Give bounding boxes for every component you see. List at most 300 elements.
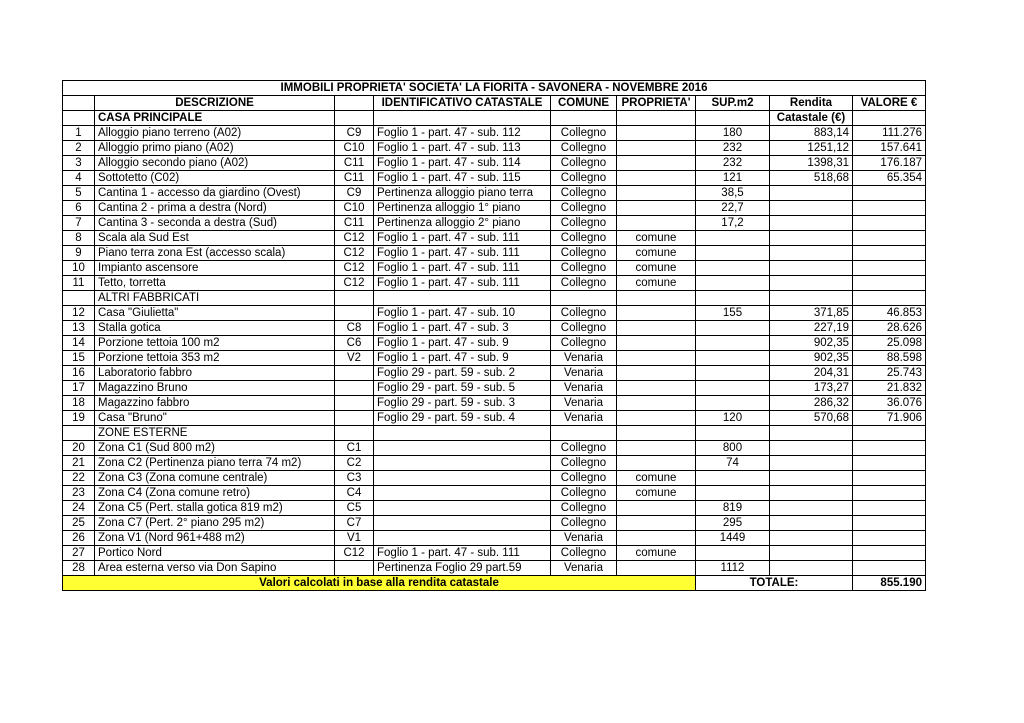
row-comune: Collegno [551, 231, 617, 246]
row-valore [853, 246, 926, 261]
row-sup [696, 381, 770, 396]
header-rendita-sub: Catastale (€) [770, 111, 853, 126]
title-row [63, 81, 926, 96]
row-categoria [335, 411, 374, 426]
row-sup: 180 [696, 126, 770, 141]
row-rendita: 883,14 [770, 126, 853, 141]
row-proprieta [617, 126, 696, 141]
row-sup: 800 [696, 441, 770, 456]
row-comune: Collegno [551, 186, 617, 201]
row-description: Scala ala Sud Est [95, 231, 335, 246]
row-categoria: C10 [335, 141, 374, 156]
row-sup: 819 [696, 501, 770, 516]
row-number: 16 [63, 366, 95, 381]
row-description: Tetto, torretta [95, 276, 335, 291]
row-categoria: C3 [335, 471, 374, 486]
row-identificativo: Foglio 1 - part. 47 - sub. 9 [374, 351, 551, 366]
row-sup: 120 [696, 411, 770, 426]
table-row [63, 381, 926, 396]
row-proprieta [617, 156, 696, 171]
row-comune: Venaria [551, 366, 617, 381]
row-proprieta [617, 426, 696, 441]
row-description: Magazzino fabbro [95, 396, 335, 411]
row-proprieta [617, 366, 696, 381]
row-valore: 46.853 [853, 306, 926, 321]
row-sup [696, 486, 770, 501]
row-sup: 295 [696, 516, 770, 531]
row-proprieta [617, 321, 696, 336]
row-comune: Collegno [551, 546, 617, 561]
header-number [63, 96, 95, 111]
row-number [63, 291, 95, 306]
row-valore [853, 456, 926, 471]
row-valore: 157.641 [853, 141, 926, 156]
row-identificativo: Pertinenza alloggio 1° piano [374, 201, 551, 216]
row-description: Piano terra zona Est (accesso scala) [95, 246, 335, 261]
row-number: 3 [63, 156, 95, 171]
row-sup: 1449 [696, 531, 770, 546]
row-proprieta: comune [617, 246, 696, 261]
row-categoria: C2 [335, 456, 374, 471]
row-valore [853, 531, 926, 546]
table-row [63, 366, 926, 381]
row-comune: Collegno [551, 156, 617, 171]
row-comune: Collegno [551, 126, 617, 141]
header-rendita: Rendita [770, 96, 853, 111]
table-row [63, 486, 926, 501]
row-comune: Collegno [551, 201, 617, 216]
row-rendita: 204,31 [770, 366, 853, 381]
row-sup: 232 [696, 141, 770, 156]
row-number: 21 [63, 456, 95, 471]
row-identificativo: Foglio 1 - part. 47 - sub. 114 [374, 156, 551, 171]
row-sup [696, 276, 770, 291]
row-number: 17 [63, 381, 95, 396]
row-sup [696, 111, 770, 126]
row-categoria [335, 306, 374, 321]
header-descrizione: DESCRIZIONE [95, 96, 335, 111]
row-comune: Venaria [551, 411, 617, 426]
row-description: Stalla gotica [95, 321, 335, 336]
row-rendita: 371,85 [770, 306, 853, 321]
row-rendita [770, 231, 853, 246]
row-valore [853, 231, 926, 246]
row-description: Cantina 1 - accesso da giardino (Ovest) [95, 186, 335, 201]
table-row [63, 546, 926, 561]
table-row [63, 216, 926, 231]
row-valore: 71.906 [853, 411, 926, 426]
row-description: Alloggio primo piano (A02) [95, 141, 335, 156]
row-valore [853, 501, 926, 516]
row-identificativo [374, 426, 551, 441]
row-description: CASA PRINCIPALE [95, 111, 335, 126]
row-proprieta [617, 186, 696, 201]
table-row [63, 516, 926, 531]
row-number: 24 [63, 501, 95, 516]
row-identificativo [374, 291, 551, 306]
row-rendita [770, 561, 853, 576]
row-number: 2 [63, 141, 95, 156]
row-comune [551, 291, 617, 306]
row-number [63, 426, 95, 441]
row-rendita [770, 246, 853, 261]
row-proprieta: comune [617, 471, 696, 486]
row-identificativo: Pertinenza alloggio 2° piano [374, 216, 551, 231]
row-rendita [770, 456, 853, 471]
row-comune: Collegno [551, 471, 617, 486]
row-proprieta [617, 306, 696, 321]
table-row [63, 306, 926, 321]
row-number: 18 [63, 396, 95, 411]
row-sup [696, 366, 770, 381]
row-rendita [770, 291, 853, 306]
row-sup: 38,5 [696, 186, 770, 201]
total-value: 855.190 [853, 576, 926, 591]
row-comune: Collegno [551, 516, 617, 531]
row-proprieta [617, 411, 696, 426]
row-categoria: C9 [335, 126, 374, 141]
row-description: Casa "Bruno" [95, 411, 335, 426]
row-number: 13 [63, 321, 95, 336]
table-row [63, 231, 926, 246]
property-table [62, 80, 926, 591]
row-identificativo: Foglio 1 - part. 47 - sub. 10 [374, 306, 551, 321]
row-sup [696, 471, 770, 486]
table-row [63, 321, 926, 336]
row-rendita: 1251,12 [770, 141, 853, 156]
row-sup [696, 261, 770, 276]
row-proprieta [617, 516, 696, 531]
row-comune: Collegno [551, 441, 617, 456]
row-categoria: C9 [335, 186, 374, 201]
row-comune [551, 426, 617, 441]
row-identificativo [374, 516, 551, 531]
row-proprieta [617, 291, 696, 306]
header-comune: COMUNE [551, 96, 617, 111]
row-number: 27 [63, 546, 95, 561]
row-valore [853, 441, 926, 456]
row-categoria: C11 [335, 216, 374, 231]
row-rendita: 286,32 [770, 396, 853, 411]
row-valore: 21.832 [853, 381, 926, 396]
row-proprieta: comune [617, 546, 696, 561]
row-identificativo: Foglio 1 - part. 47 - sub. 111 [374, 546, 551, 561]
row-number: 22 [63, 471, 95, 486]
row-sup [696, 291, 770, 306]
row-comune: Collegno [551, 216, 617, 231]
row-sup [696, 321, 770, 336]
row-sup: 1112 [696, 561, 770, 576]
row-proprieta [617, 201, 696, 216]
footer-row [63, 576, 926, 591]
row-sup [696, 246, 770, 261]
row-comune: Collegno [551, 321, 617, 336]
table-row [63, 276, 926, 291]
table-row [63, 396, 926, 411]
row-proprieta: comune [617, 261, 696, 276]
row-number: 19 [63, 411, 95, 426]
row-proprieta [617, 501, 696, 516]
row-comune: Collegno [551, 501, 617, 516]
row-categoria: C7 [335, 516, 374, 531]
header-row [63, 96, 926, 111]
row-identificativo: Foglio 1 - part. 47 - sub. 111 [374, 261, 551, 276]
row-number: 23 [63, 486, 95, 501]
table-title: IMMOBILI PROPRIETA' SOCIETA' LA FIORITA - SAVONERA - NOVEMBRE 2016 [63, 81, 926, 96]
row-description: ZONE ESTERNE [95, 426, 335, 441]
row-rendita [770, 546, 853, 561]
row-sup: 155 [696, 306, 770, 321]
header-proprieta: PROPRIETA' [617, 96, 696, 111]
row-categoria [335, 561, 374, 576]
row-categoria [335, 426, 374, 441]
row-description: Sottotetto (C02) [95, 171, 335, 186]
row-sup [696, 351, 770, 366]
row-categoria [335, 111, 374, 126]
row-valore [853, 261, 926, 276]
row-description: Zona C7 (Pert. 2° piano 295 m2) [95, 516, 335, 531]
row-number: 8 [63, 231, 95, 246]
row-valore [853, 186, 926, 201]
row-identificativo: Foglio 1 - part. 47 - sub. 112 [374, 126, 551, 141]
row-valore [853, 111, 926, 126]
table-row [63, 411, 926, 426]
row-sup: 232 [696, 156, 770, 171]
row-rendita: 902,35 [770, 351, 853, 366]
row-valore [853, 486, 926, 501]
section-row [63, 291, 926, 306]
row-proprieta [617, 531, 696, 546]
row-description: Zona C3 (Zona comune centrale) [95, 471, 335, 486]
row-number: 28 [63, 561, 95, 576]
row-number: 20 [63, 441, 95, 456]
row-number: 5 [63, 186, 95, 201]
row-valore: 36.076 [853, 396, 926, 411]
row-valore [853, 471, 926, 486]
row-comune: Collegno [551, 306, 617, 321]
row-categoria [335, 366, 374, 381]
header-categoria [335, 96, 374, 111]
row-rendita [770, 276, 853, 291]
row-sup: 74 [696, 456, 770, 471]
table-row [63, 141, 926, 156]
row-categoria [335, 291, 374, 306]
header-identificativo: IDENTIFICATIVO CATASTALE [374, 96, 551, 111]
table-row [63, 246, 926, 261]
row-categoria: C12 [335, 546, 374, 561]
row-categoria: C11 [335, 156, 374, 171]
row-comune: Collegno [551, 456, 617, 471]
row-valore [853, 276, 926, 291]
total-label: TOTALE: [696, 576, 853, 591]
row-sup: 121 [696, 171, 770, 186]
row-number: 9 [63, 246, 95, 261]
row-proprieta [617, 171, 696, 186]
header-sup: SUP.m2 [696, 96, 770, 111]
row-rendita [770, 441, 853, 456]
row-comune: Venaria [551, 531, 617, 546]
row-identificativo: Foglio 29 - part. 59 - sub. 3 [374, 396, 551, 411]
row-valore [853, 426, 926, 441]
row-valore: 25.098 [853, 336, 926, 351]
row-identificativo: Foglio 29 - part. 59 - sub. 4 [374, 411, 551, 426]
row-categoria: C12 [335, 246, 374, 261]
row-categoria: C10 [335, 201, 374, 216]
row-sup [696, 396, 770, 411]
row-identificativo: Foglio 1 - part. 47 - sub. 9 [374, 336, 551, 351]
row-rendita: 227,19 [770, 321, 853, 336]
row-description: Magazzino Bruno [95, 381, 335, 396]
row-rendita [770, 216, 853, 231]
section-row [63, 426, 926, 441]
row-comune: Venaria [551, 351, 617, 366]
row-categoria: C12 [335, 261, 374, 276]
row-proprieta [617, 216, 696, 231]
row-categoria [335, 396, 374, 411]
table-row [63, 171, 926, 186]
row-proprieta [617, 396, 696, 411]
row-identificativo: Foglio 29 - part. 59 - sub. 5 [374, 381, 551, 396]
row-categoria: V1 [335, 531, 374, 546]
row-description: ALTRI FABBRICATI [95, 291, 335, 306]
row-number: 11 [63, 276, 95, 291]
row-proprieta: comune [617, 276, 696, 291]
row-proprieta [617, 111, 696, 126]
row-proprieta [617, 141, 696, 156]
table-row [63, 471, 926, 486]
row-categoria: V2 [335, 351, 374, 366]
row-description: Impianto ascensore [95, 261, 335, 276]
row-description: Zona C2 (Pertinenza piano terra 74 m2) [95, 456, 335, 471]
row-description: Portico Nord [95, 546, 335, 561]
row-description: Zona C4 (Zona comune retro) [95, 486, 335, 501]
row-proprieta [617, 351, 696, 366]
row-categoria: C6 [335, 336, 374, 351]
row-number: 25 [63, 516, 95, 531]
table-row [63, 456, 926, 471]
row-identificativo: Pertinenza Foglio 29 part.59 [374, 561, 551, 576]
row-description: Area esterna verso via Don Sapino [95, 561, 335, 576]
row-identificativo: Foglio 1 - part. 47 - sub. 111 [374, 276, 551, 291]
row-identificativo [374, 441, 551, 456]
row-identificativo: Foglio 29 - part. 59 - sub. 2 [374, 366, 551, 381]
row-identificativo: Foglio 1 - part. 47 - sub. 111 [374, 246, 551, 261]
row-identificativo [374, 456, 551, 471]
table-row [63, 336, 926, 351]
row-proprieta [617, 441, 696, 456]
row-rendita [770, 486, 853, 501]
table-row [63, 261, 926, 276]
row-description: Zona C5 (Pert. stalla gotica 819 m2) [95, 501, 335, 516]
row-comune: Collegno [551, 486, 617, 501]
row-sup: 17,2 [696, 216, 770, 231]
row-number: 1 [63, 126, 95, 141]
row-comune [551, 111, 617, 126]
row-comune: Collegno [551, 171, 617, 186]
row-valore [853, 561, 926, 576]
row-categoria: C1 [335, 441, 374, 456]
row-categoria: C11 [335, 171, 374, 186]
row-description: Alloggio piano terreno (A02) [95, 126, 335, 141]
row-identificativo [374, 111, 551, 126]
row-rendita [770, 471, 853, 486]
row-valore [853, 516, 926, 531]
row-description: Laboratorio fabbro [95, 366, 335, 381]
row-rendita: 570,68 [770, 411, 853, 426]
row-rendita: 1398,31 [770, 156, 853, 171]
row-rendita [770, 426, 853, 441]
row-valore: 65.354 [853, 171, 926, 186]
row-identificativo [374, 471, 551, 486]
row-description: Zona V1 (Nord 961+488 m2) [95, 531, 335, 546]
row-comune: Collegno [551, 246, 617, 261]
row-description: Porzione tettoia 353 m2 [95, 351, 335, 366]
row-rendita: 173,27 [770, 381, 853, 396]
row-rendita [770, 516, 853, 531]
row-valore [853, 201, 926, 216]
row-description: Zona C1 (Sud 800 m2) [95, 441, 335, 456]
row-number: 26 [63, 531, 95, 546]
row-identificativo [374, 501, 551, 516]
table-row [63, 531, 926, 546]
table-row [63, 156, 926, 171]
row-valore [853, 546, 926, 561]
row-valore: 25.743 [853, 366, 926, 381]
table-row [63, 351, 926, 366]
row-description: Porzione tettoia 100 m2 [95, 336, 335, 351]
row-proprieta [617, 381, 696, 396]
row-identificativo: Foglio 1 - part. 47 - sub. 113 [374, 141, 551, 156]
row-rendita [770, 531, 853, 546]
row-description: Casa "Giulietta" [95, 306, 335, 321]
row-proprieta [617, 336, 696, 351]
row-identificativo: Foglio 1 - part. 47 - sub. 3 [374, 321, 551, 336]
row-identificativo [374, 486, 551, 501]
row-number: 7 [63, 216, 95, 231]
row-valore: 176.187 [853, 156, 926, 171]
row-comune: Venaria [551, 396, 617, 411]
row-sup [696, 336, 770, 351]
row-proprieta: comune [617, 486, 696, 501]
table-row [63, 501, 926, 516]
row-comune: Venaria [551, 561, 617, 576]
row-comune: Venaria [551, 381, 617, 396]
footer-note: Valori calcolati in base alla rendita catastale [63, 576, 696, 591]
table-row [63, 126, 926, 141]
row-identificativo: Foglio 1 - part. 47 - sub. 115 [374, 171, 551, 186]
row-proprieta [617, 456, 696, 471]
row-description: Alloggio secondo piano (A02) [95, 156, 335, 171]
row-categoria [335, 381, 374, 396]
row-comune: Collegno [551, 141, 617, 156]
row-number: 4 [63, 171, 95, 186]
row-identificativo: Foglio 1 - part. 47 - sub. 111 [374, 231, 551, 246]
row-valore: 88.598 [853, 351, 926, 366]
row-identificativo [374, 531, 551, 546]
row-categoria: C4 [335, 486, 374, 501]
row-valore [853, 291, 926, 306]
row-rendita [770, 501, 853, 516]
row-rendita [770, 186, 853, 201]
row-categoria: C5 [335, 501, 374, 516]
table-row [63, 201, 926, 216]
row-comune: Collegno [551, 261, 617, 276]
row-number: 10 [63, 261, 95, 276]
table-row [63, 186, 926, 201]
row-description: Cantina 2 - prima a destra (Nord) [95, 201, 335, 216]
row-number [63, 111, 95, 126]
row-rendita [770, 261, 853, 276]
